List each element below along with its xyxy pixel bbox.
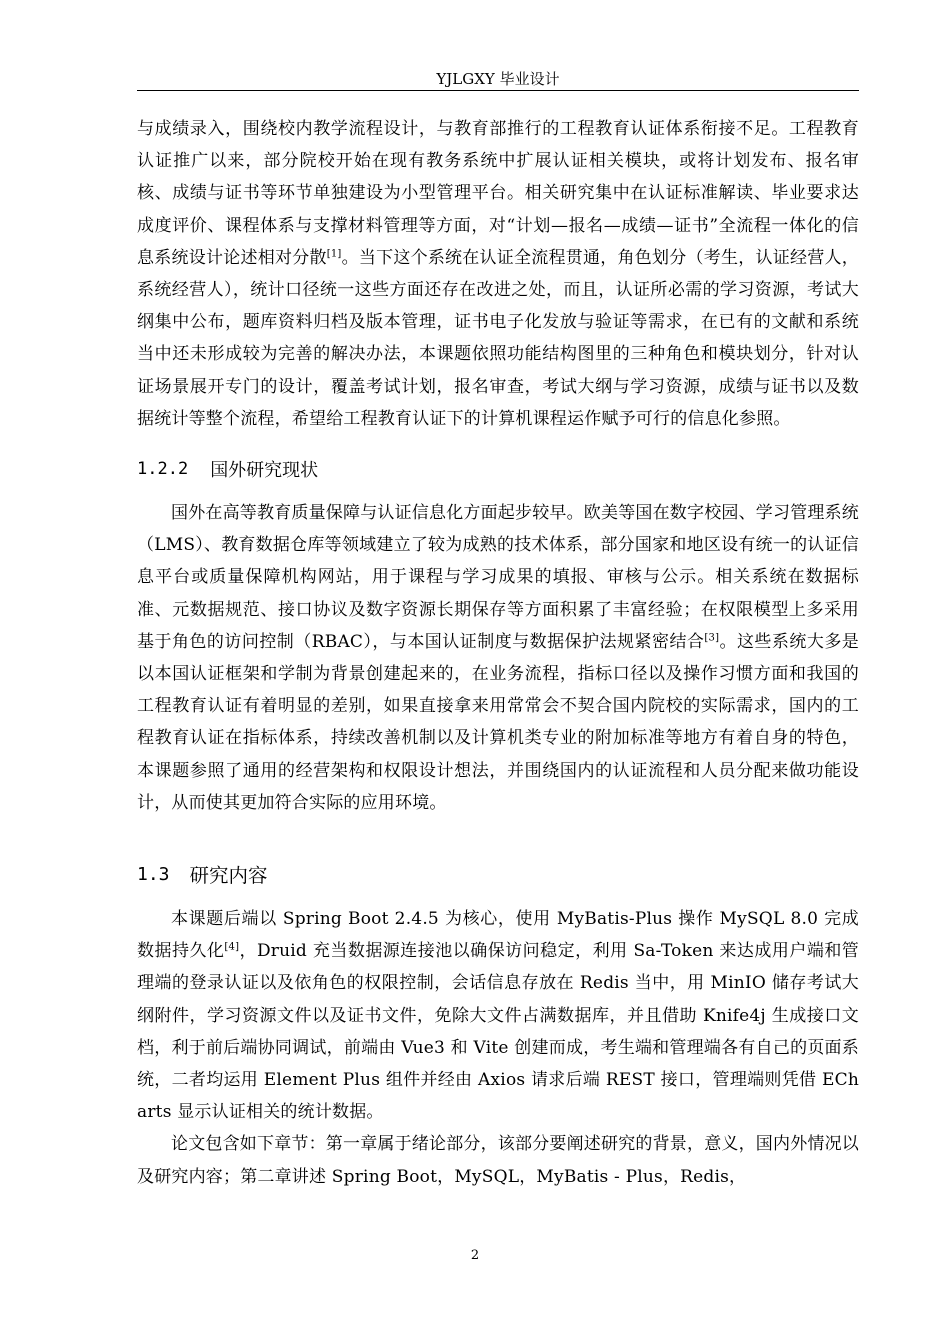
citation-ref: [3] (704, 632, 720, 644)
citation-ref: [4] (224, 941, 240, 953)
page-body (137, 113, 859, 1193)
paragraph-text-tail: 。这些系统大多是以本国认证框架和学制为背景创建起来的，在业务流程，指标口径以及操作习惯方面和我国的工程教育认证有着明显的差别，如果直接拿来用常常会不契合国内院校的实际需求，国内的工程教育认证在指标体系，持续改善机制以及计算机类专业的附加标准等地方有着自身的特色，本课题参照了通用的经营架构和权限设计想法，并围绕国内的认证流程和人员分配来做功能设计，从而使其更加符合实际的应用环境。 (137, 631, 859, 813)
paragraph-research-content (137, 903, 859, 1128)
paragraph-domestic-status-continued (137, 113, 859, 435)
paragraph-text: 论文包含如下章节：第一章属于绪论部分，该部分要阐述研究的背景，意义，国内外情况以及研究内容；第二章讲述 Spring Boot，MySQL，MyBatis - Plus，Redis， (137, 1134, 859, 1187)
section-title: 研究内容 (189, 864, 268, 888)
section-heading-1-2-2 (137, 441, 859, 497)
paragraph-text-tail: ，Druid 充当数据源连接池以确保访问稳定，利用 Sa-Token 来达成用户端和管理端的登录认证以及依角色的权限控制，会话信息存放在 Redis 当中，用 MinIO 储存考试大纲附件，学习资源文件以及证书文件，免除大文件占满数据库，并且借助 Knife4j 生成接口文档，利于前后端协同调试，前端由 Vue3 和 Vite 创建而成，考生端和管理端各有自己的页面系统，二者均运用 Element Plus 组件并经由 Axios 请求后端 REST 接口，管理端则凭借 ECharts 显示认证相关的统计数据。 (137, 941, 859, 1123)
paragraph-text-tail: 。当下这个系统在认证全流程贯通，角色划分（考生，认证经营人，系统经营人），统计口径统一这些方面还存在改进之处，而且，认证所必需的学习资源，考试大纲集中公布，题库资料归档及版本管理，证书电子化发放与验证等需求，在已有的文献和系统当中还未形成较为完善的解决办法，本课题依照功能结构图里的三种角色和模块划分，针对认证场景展开专门的设计，覆盖考试计划，报名审查，考试大纲与学习资源，成绩与证书以及数据统计等整个流程，希望给工程教育认证下的计算机课程运作赋予可行的信息化参照。 (137, 247, 860, 429)
paragraph-text: 国外在高等教育质量保障与认证信息化方面起步较早。欧美等国在数字校园、学习管理系统（LMS）、教育数据仓库等领域建立了较为成熟的技术体系，部分国家和地区设有统一的认证信息平台或质量保障机构网站，用于课程与学习成果的填报、审核与公示。相关系统在数据标准、元数据规范、接口协议及数字资源长期保存等方面积累了丰富经验；在权限模型上多采用基于角色的访问控制（RBAC），与本国认证制度与数据保护法规紧密结合 (137, 503, 859, 652)
paragraph-foreign-status (137, 497, 859, 819)
header-rule (137, 90, 859, 91)
paragraph-text: 与成绩录入，围绕校内教学流程设计，与教育部推行的工程教育认证体系衔接不足。工程教育认证推广以来，部分院校开始在现有教务系统中扩展认证相关模块，或将计划发布、报名审核、成绩与证书等环节单独建设为小型管理平台。相关研究集中在认证标准解读、毕业要求达成度评价、课程体系与支撑材料管理等方面，对“计划—报名—成绩—证书”全流程一体化的信息系统设计论述相对分散 (137, 119, 859, 268)
section-number: 1.2.2 (137, 459, 189, 480)
section-number: 1.3 (137, 863, 170, 885)
paragraph-chapter-overview (137, 1128, 859, 1192)
citation-ref: [1] (326, 248, 342, 260)
page-header: YJLGXY 毕业设计 (436, 70, 560, 88)
section-title: 国外研究现状 (210, 460, 319, 482)
paragraph-text: 本课题后端以 Spring Boot 2.4.5 为核心，使用 MyBatis-Plus 操作 MySQL 8.0 完成数据持久化 (137, 909, 859, 962)
section-heading-1-3 (137, 845, 859, 903)
page-number: 2 (470, 1248, 480, 1263)
